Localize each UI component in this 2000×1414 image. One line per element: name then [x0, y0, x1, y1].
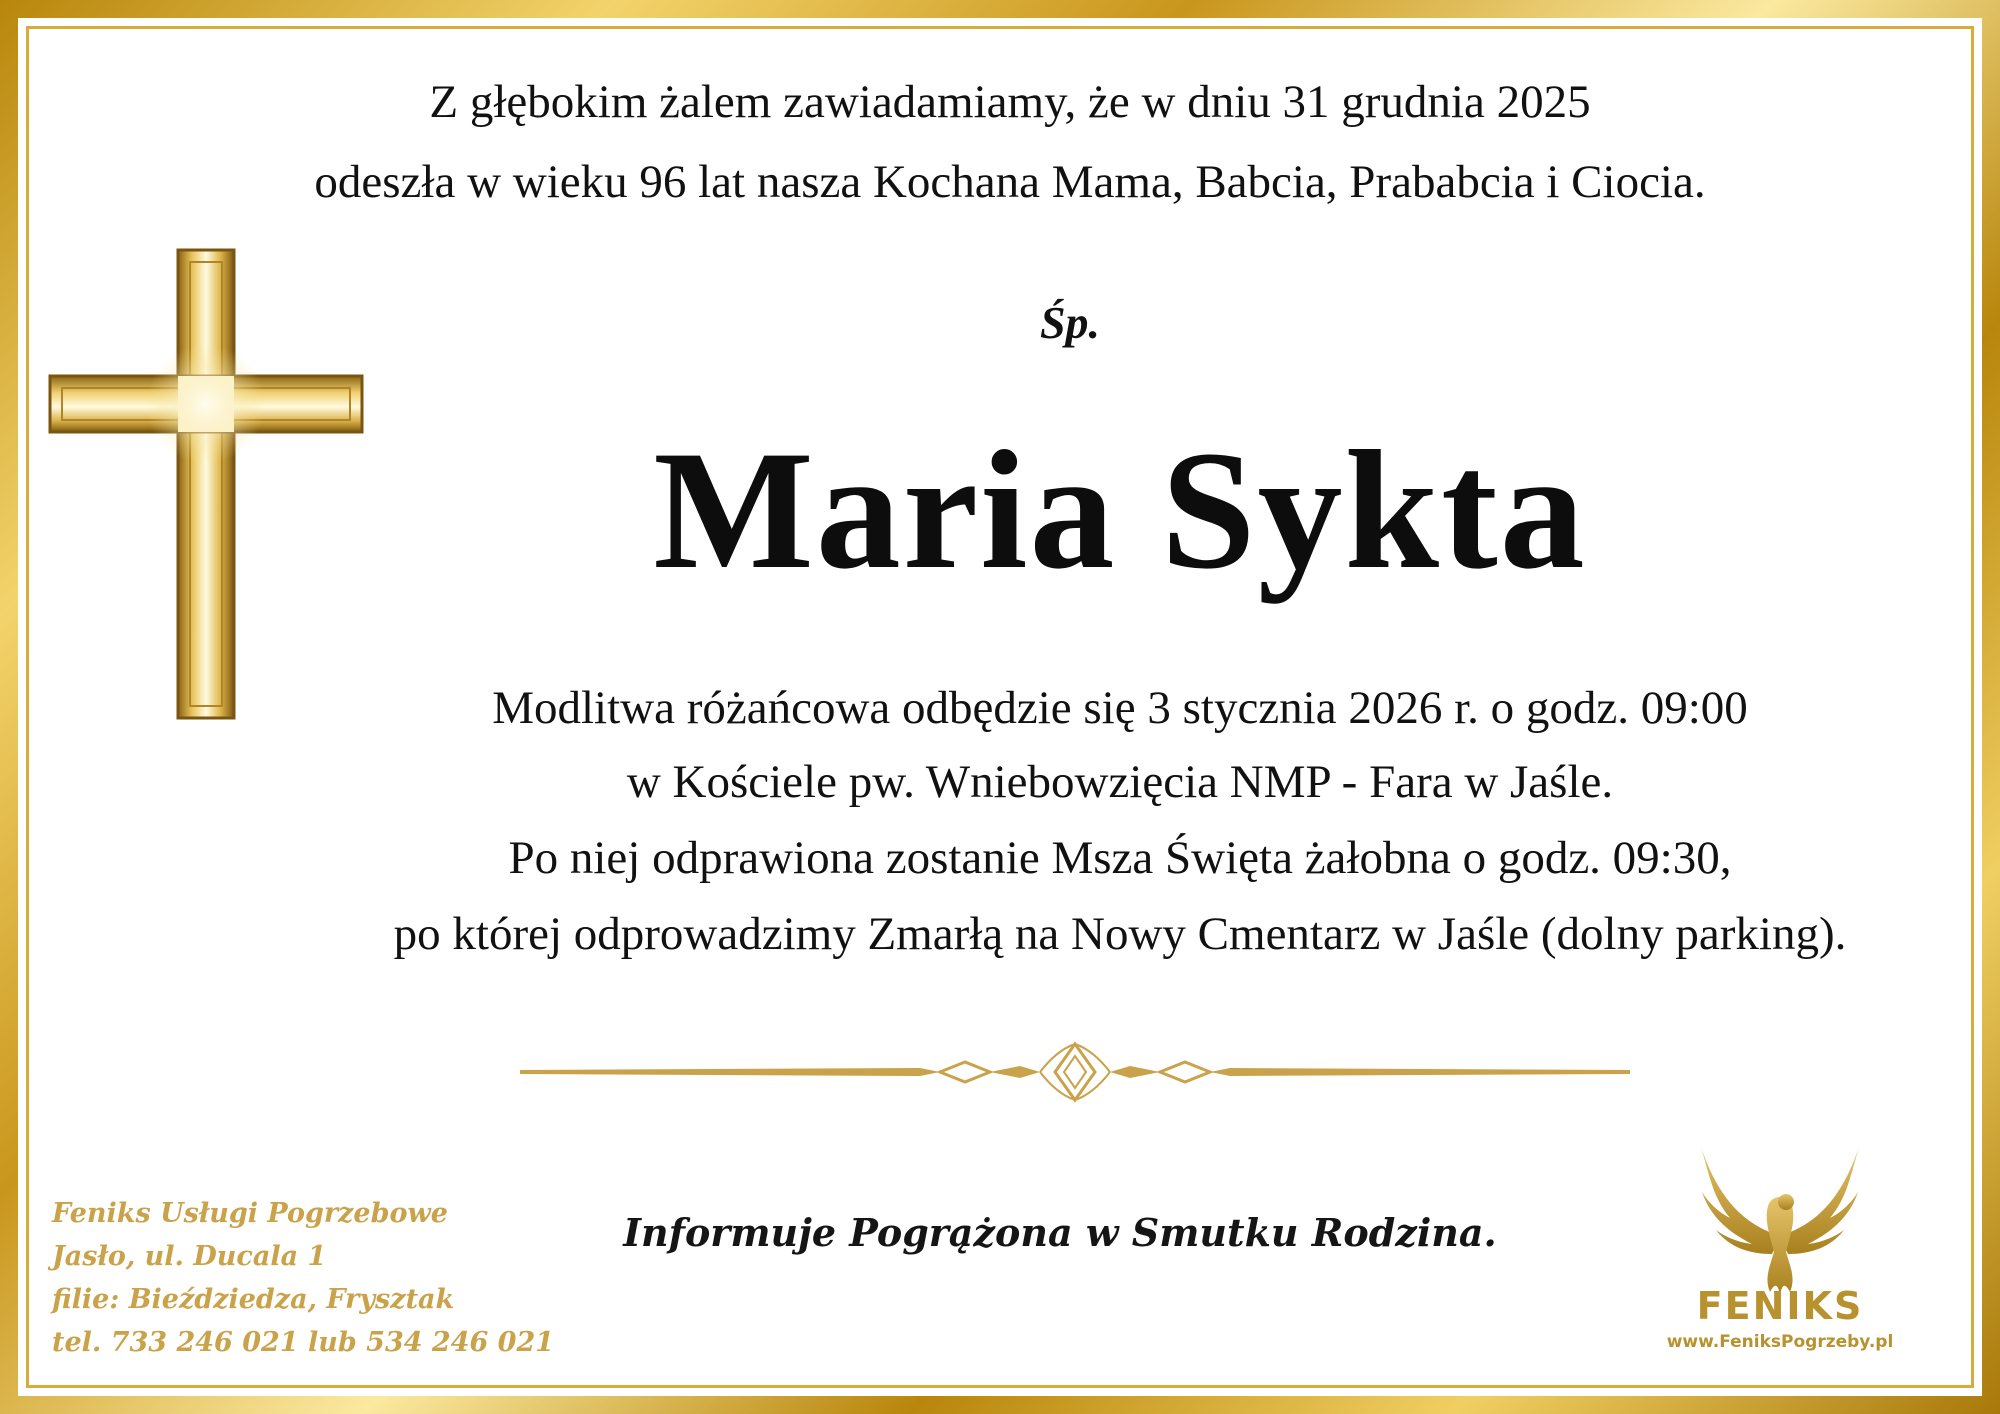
- details-line-4: po której odprowadzimy Zmarłą na Nowy Cmentarz w Jaśle (dolny parking).: [393, 908, 1847, 960]
- company-info: [52, 1192, 554, 1364]
- intro-line-2: odeszła w wieku 96 lat nasza Kochana Mama, Babcia, Prababcia i Ciocia.: [314, 156, 1706, 208]
- deceased-name: Maria Sykta: [653, 416, 1587, 604]
- company-phone: tel. 733 246 021 lub 534 246 021: [52, 1327, 555, 1358]
- details-line-1: Modlitwa różańcowa odbędzie się 3 stycznia 2026 r. o godz. 09:00: [492, 682, 1748, 734]
- cross-icon: [48, 248, 364, 720]
- company-name: Feniks Usługi Pogrzebowe: [52, 1198, 448, 1229]
- logo-name: FENIKS: [1696, 1284, 1864, 1328]
- details-line-2: w Kościele pw. Wniebowzięcia NMP - Fara w Jaśle.: [626, 756, 1614, 808]
- company-branches: filie: Bieździedza, Frysztak: [52, 1284, 455, 1315]
- company-address: Jasło, ul. Ducala 1: [52, 1241, 327, 1272]
- family-signature: Informuje Pogrążona w Smutku Rodzina.: [623, 1210, 1497, 1255]
- ornament-divider: [520, 1040, 1630, 1104]
- name-prefix: Śp.: [1039, 297, 1101, 348]
- intro-line-1: Z głębokim żalem zawiadamiamy, że w dniu 31 grudnia 2025: [429, 76, 1591, 128]
- details-line-3: Po niej odprawiona zostanie Msza Święta żałobna o godz. 09:30,: [508, 832, 1732, 884]
- logo-url: www.FeniksPogrzeby.pl: [1666, 1332, 1894, 1352]
